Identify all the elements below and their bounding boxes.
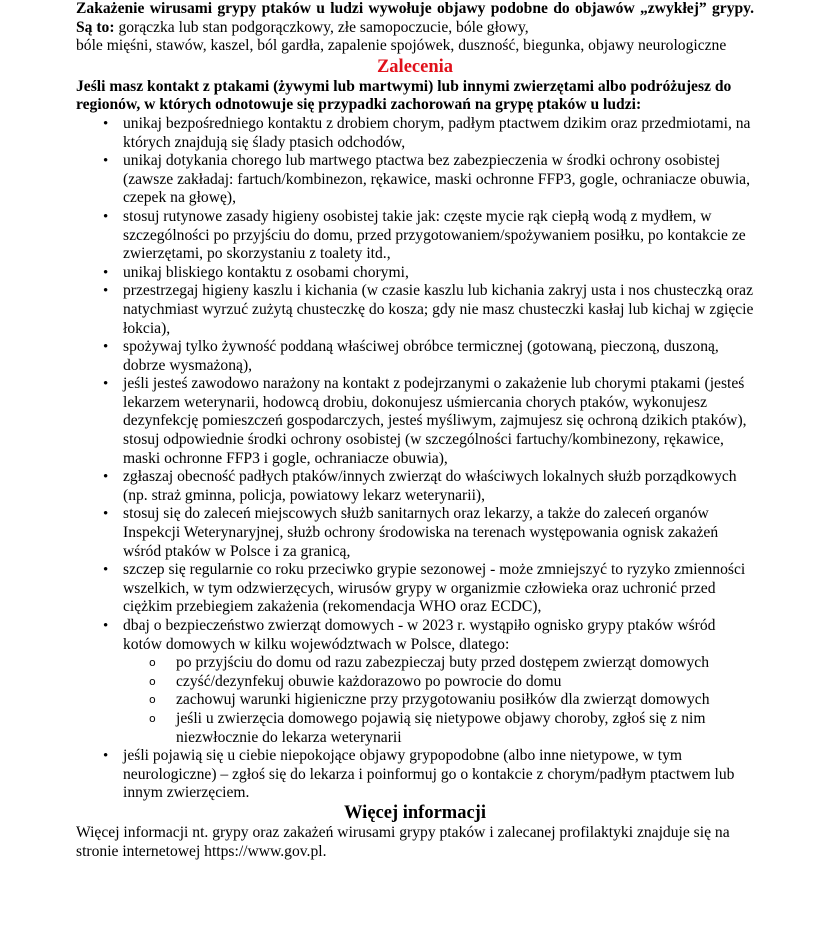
- bullet-icon: •: [103, 283, 109, 300]
- list-item-text: spożywaj tylko żywność poddaną właściwej obróbce termicznej (gotowaną, pieczoną, duszoną, dobrze wysmażoną),: [123, 338, 719, 374]
- pet-safety-sublist: [123, 654, 754, 747]
- sub-list-item: [123, 673, 754, 692]
- list-item: [76, 375, 754, 468]
- circle-bullet-icon: o: [149, 656, 156, 670]
- sub-list-item-text: jeśli u zwierzęcia domowego pojawią się nietypowe objawy choroby, zgłoś się z nim niezwłocznie do lekarza weterynarii: [176, 709, 706, 746]
- list-item: [76, 115, 754, 152]
- sub-list-item: [123, 710, 754, 747]
- list-item: [76, 264, 754, 283]
- bullet-icon: •: [103, 115, 109, 132]
- list-item-text: szczep się regularnie co roku przeciwko grypie sezonowej - może zmniejszyć to ryzyko zmienności wszelkich, w tym odzwierzęcych, wirusów grypy w organizmie człowieka oraz uchronić przed ciężkim przebiegiem zakażenia (rekomendacja WHO oraz ECDC),: [123, 561, 746, 616]
- intro-bold: Zakażenie wirusami grypy ptaków u ludzi wywołuje objawy podobne do objawów „zwykłej” grypy. Są to:: [76, 0, 754, 36]
- sub-list-item-text: zachowuj warunki higieniczne przy przygotowaniu posiłków dla zwierząt domowych: [176, 691, 710, 709]
- list-item: [76, 468, 754, 505]
- circle-bullet-icon: o: [149, 693, 156, 707]
- circle-bullet-icon: o: [149, 711, 156, 725]
- list-item-text: jeśli jesteś zawodowo narażony na kontakt z podejrzanymi o zakażenie lub chorymi ptakami (jesteś lekarzem weterynarii, hodowcą drobiu, dokonujesz uśmiercania chorych ptaków, wykonujesz dezynfekcję pomieszczeń gospodarczych, jesteś myśliwym, zajmujesz się ochroną dzikich ptaków), stosuj odpowiednie środki ochrony osobistej (w szczególności fartuchy/kombinezony, rękawice, maski ochronne FFP3 i gogle, ochraniacze obuwia),: [123, 375, 747, 467]
- list-item-text: dbaj o bezpieczeństwo zwierząt domowych - w 2023 r. wystąpiło ognisko grypy ptaków wśród kotów domowych w kilku województwach w Polsce, dlatego:: [123, 617, 716, 653]
- bullet-icon: •: [103, 264, 109, 281]
- list-item-text: stosuj się do zaleceń miejscowych służb sanitarnych oraz lekarzy, a także do zaleceń organów Inspekcji Weterynaryjnej, służb ochrony środowiska na terenach występowania ognisk zakażeń wśród ptaków w Polsce i za granicą,: [123, 505, 719, 560]
- sub-list-item: [123, 691, 754, 710]
- circle-bullet-icon: o: [149, 674, 156, 688]
- list-item: [76, 208, 754, 264]
- bullet-icon: •: [103, 618, 109, 634]
- bullet-icon: •: [103, 562, 109, 579]
- list-item: [76, 617, 754, 747]
- recommendations-lead: Jeśli masz kontakt z ptakami (żywymi lub martwymi) lub innymi zwierzętami albo podróżujesz do regionów, w których odnotowuje się przypadki zachorowań na grypę ptaków u ludzi:: [76, 77, 732, 114]
- list-item-text: zgłaszaj obecność padłych ptaków/innych zwierząt do właściwych lokalnych służb porządkowych (np. straż gminna, policja, powiatowy lekarz weterynarii),: [123, 468, 737, 504]
- bullet-icon: •: [103, 748, 109, 765]
- list-item-text: unikaj dotykania chorego lub martwego ptactwa bez zabezpieczenia w środki ochrony osobistej (zawsze zakładaj: fartuch/kombinezon, rękawice, maski ochronne FFP3, gogle, ochraniacze obuwia, czepek na głowę),: [123, 152, 750, 207]
- bullet-icon: •: [103, 153, 109, 170]
- bullet-icon: •: [103, 339, 109, 356]
- list-item: [76, 505, 754, 561]
- more-info-heading: Więcej informacji: [344, 802, 486, 823]
- intro-symptoms-1: gorączka lub stan podgorączkowy, złe samopoczucie, bóle głowy,: [114, 18, 529, 36]
- list-item: [76, 338, 754, 375]
- list-item-text: jeśli pojawią się u ciebie niepokojące objawy grypopodobne (albo inne nietypowe, w tym neurologiczne) – zgłoś się do lekarza i poinformuj go o kontakcie z chorym/padłym ptactwem lub innym zwierzęciem.: [123, 747, 735, 802]
- sub-list-item-text: po przyjściu do domu od razu zabezpieczaj buty przed dostępem zwierząt domowych: [176, 654, 710, 672]
- list-item-text: unikaj bliskiego kontaktu z osobami chorymi,: [123, 263, 409, 281]
- list-item: [76, 561, 754, 617]
- intro-paragraph: [76, 0, 754, 37]
- sub-list-item-text: czyść/dezynfekuj obuwie każdorazowo po powrocie do domu: [176, 672, 562, 690]
- bullet-icon: •: [103, 469, 109, 486]
- bullet-icon: •: [103, 208, 109, 225]
- list-item-text: stosuj rutynowe zasady higieny osobistej takie jak: częste mycie rąk ciepłą wodą z mydłem, w szczególności po przyjściu do domu, przed przygotowaniem/spożywaniem posiłku, po kontakcie ze zwierzętami, po skorzystaniu z toalety itd.,: [123, 207, 746, 263]
- list-item: [76, 282, 754, 338]
- recommendations-list: [76, 115, 754, 803]
- bullet-icon: •: [103, 376, 109, 393]
- list-item: [76, 747, 754, 803]
- bullet-icon: •: [103, 506, 109, 523]
- more-info-text: Więcej informacji nt. grypy oraz zakażeń wirusami grypy ptaków i zalecanej profilaktyki znajduje się na stronie internetowej https://www.gov.pl.: [76, 823, 730, 860]
- sub-list-item: [123, 654, 754, 673]
- list-item-text: przestrzegaj higieny kaszlu i kichania (w czasie kaszlu lub kichania zakryj usta i nos chusteczką oraz natychmiast wyrzuć zużytą chusteczkę do kosza; gdy nie masz chusteczki kasłaj lub kichaj w zgięcie łokcia),: [123, 282, 754, 337]
- list-item: [76, 152, 754, 208]
- list-item-text: unikaj bezpośredniego kontaktu z drobiem chorym, padłym ptactwem dzikim oraz przedmiotami, na których znajdują się ślady ptasich odchodów,: [123, 114, 751, 151]
- intro-symptoms-2: bóle mięśni, stawów, kaszel, ból gardła, zapalenie spojówek, duszność, biegunka, objawy neurologiczne: [76, 37, 727, 55]
- recommendations-heading: Zalecenia: [376, 56, 454, 77]
